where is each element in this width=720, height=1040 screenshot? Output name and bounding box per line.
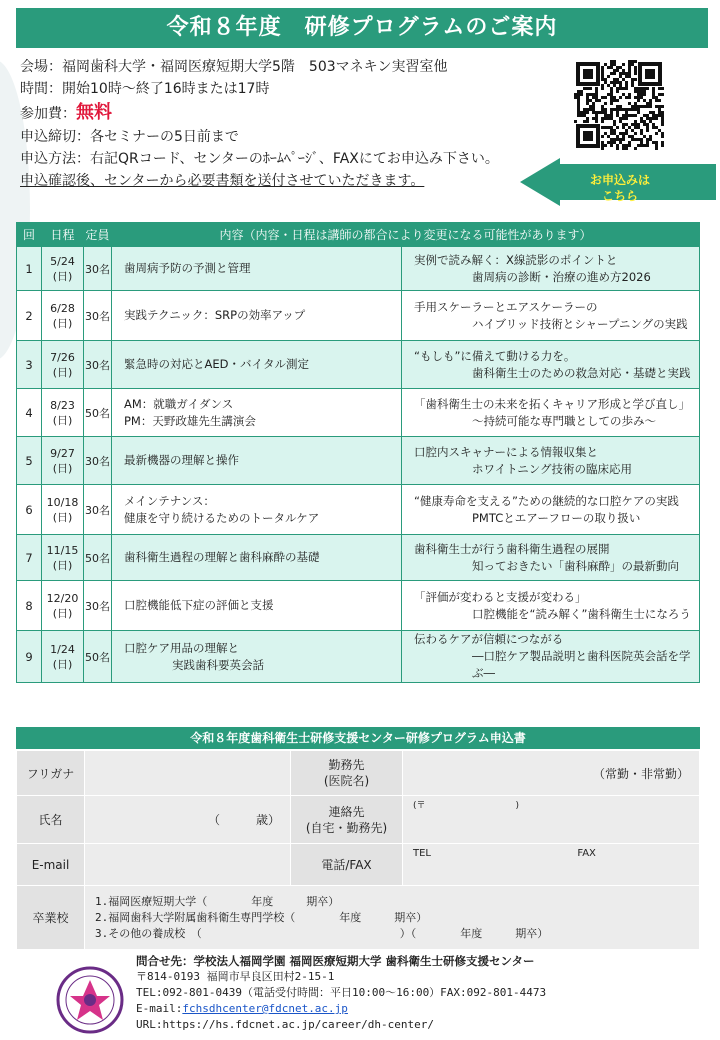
session-topic: 口腔ケア用品の理解と 実践歯科要英会話 xyxy=(112,631,402,683)
furigana-field[interactable] xyxy=(85,751,291,796)
session-capacity: 30名 xyxy=(84,247,112,291)
session-date: 9/27 (日) xyxy=(42,437,84,485)
session-topic: 歯周病予防の予測と管理 xyxy=(112,247,402,291)
event-info xyxy=(20,56,560,192)
session-capacity: 30名 xyxy=(84,437,112,485)
session-detail: 伝わるケアが信頼につながる ―口腔ケア製品説明と歯科医院英会話を学ぶ― xyxy=(402,631,700,683)
header-date: 日程 xyxy=(42,223,84,247)
session-detail: 実例で読み解く：X線読影のポイントと 歯周病の診断・治療の進め方2026 xyxy=(402,247,700,291)
header-capacity: 定員 xyxy=(84,223,112,247)
session-date: 1/24 (日) xyxy=(42,631,84,683)
session-date: 12/20 (日) xyxy=(42,581,84,631)
session-detail: 口腔内スキャナーによる情報収集と ホワイトニング技術の臨床応用 xyxy=(402,437,700,485)
header-content: 内容（内容・日程は講師の都合により変更になる可能性があります） xyxy=(112,223,700,247)
session-detail: 「評価が変わると支援が変わる」 口腔機能を“読み解く”歯科衛生士になろう xyxy=(402,581,700,631)
employment-note: （常勤・非常勤） xyxy=(592,766,689,781)
session-number: 9 xyxy=(17,631,42,683)
session-topic: 最新機器の理解と操作 xyxy=(112,437,402,485)
time-text: 時間：開始10時～終了16時または17時 xyxy=(20,81,270,97)
session-date: 5/24 (日) xyxy=(42,247,84,291)
age-note: （ 歳） xyxy=(207,813,280,827)
furigana-label: フリガナ xyxy=(17,751,85,796)
session-topic: 実践テクニック：SRPの効率アップ xyxy=(112,291,402,341)
schedule-row xyxy=(17,437,700,485)
session-date: 11/15 (日) xyxy=(42,535,84,581)
contact-label: 連絡先 (自宅・勤務先) xyxy=(291,796,403,844)
method-text: 申込方法：右記QRコード、センターのﾎｰﾑﾍﾟｰｼﾞ、FAXにてお申込み下さい。 xyxy=(20,151,499,167)
postal-mark: (〒 ) xyxy=(413,801,520,811)
schedule-row xyxy=(17,389,700,437)
session-number: 2 xyxy=(17,291,42,341)
fee-row xyxy=(20,100,560,126)
email-field[interactable] xyxy=(85,844,291,886)
deadline-text: 申込締切：各セミナーの5日前まで xyxy=(20,129,239,145)
session-topic: メインテナンス： 健康を守り続けるためのトータルケア xyxy=(112,485,402,535)
session-capacity: 30名 xyxy=(84,581,112,631)
apply-arrow-label[interactable]: お申込みは こちら xyxy=(589,173,650,203)
session-topic: 緊急時の対応とAED・バイタル測定 xyxy=(112,341,402,389)
schedule-row xyxy=(17,341,700,389)
contact-url[interactable]: URL:https://hs.fdcnet.ac.jp/career/dh-center/ xyxy=(136,1018,435,1031)
page-title: 令和８年度 研修プログラムのご案内 xyxy=(16,8,708,48)
session-topic: 口腔機能低下症の評価と支援 xyxy=(112,581,402,631)
schedule-row xyxy=(17,631,700,683)
qr-code[interactable] xyxy=(574,60,664,150)
fee-value: 無料 xyxy=(76,102,112,123)
session-capacity: 50名 xyxy=(84,389,112,437)
school-option-2: 2.福岡歯科大学附属歯科衛生専門学校（ 年度 期卒） xyxy=(95,910,428,924)
fax-mark: FAX xyxy=(577,848,596,859)
contact-email-row: E-mail:fchsdhcenter@fdcnet.ac.jp xyxy=(136,1002,348,1015)
contact-title: 問合せ先：学校法人福岡学園 福岡医療短期大学 歯科衛生士研修支援センター xyxy=(136,954,535,968)
school-option-3: 3.その他の養成校 （ ）（ 年度 期卒） xyxy=(95,926,549,940)
session-detail: “もしも”に備えて動ける力を。 歯科衛生士のための救急対応・基礎と実践 xyxy=(402,341,700,389)
schedule-row xyxy=(17,535,700,581)
school-field[interactable] xyxy=(85,886,700,950)
session-capacity: 50名 xyxy=(84,535,112,581)
session-date: 10/18 (日) xyxy=(42,485,84,535)
schedule-row xyxy=(17,581,700,631)
confirm-text: 申込確認後、センターから必要書類を送付させていただきます。 xyxy=(20,173,425,189)
session-detail: 手用スケーラーとエアスケーラーの ハイブリッド技術とシャープニングの実践 xyxy=(402,291,700,341)
session-topic: AM：就職ガイダンス PM：天野政雄先生講演会 xyxy=(112,389,402,437)
session-detail: “健康寿命を支える”ための継続的な口腔ケアの実践 PMTCとエアーフローの取り扱い xyxy=(402,485,700,535)
session-number: 1 xyxy=(17,247,42,291)
tel-mark: TEL xyxy=(413,848,431,859)
session-number: 6 xyxy=(17,485,42,535)
schedule-row xyxy=(17,247,700,291)
session-detail: 歯科衛生士が行う歯科衛生過程の展開 知っておきたい「歯科麻酔」の最新動向 xyxy=(402,535,700,581)
session-capacity: 30名 xyxy=(84,485,112,535)
session-date: 7/26 (日) xyxy=(42,341,84,389)
session-detail: 「歯科衛生士の未来を拓くキャリア形成と学び直し」 ～持続可能な専門職としての歩み～ xyxy=(402,389,700,437)
session-number: 7 xyxy=(17,535,42,581)
session-capacity: 50名 xyxy=(84,631,112,683)
school-label: 卒業校 xyxy=(17,886,85,950)
session-date: 6/28 (日) xyxy=(42,291,84,341)
form-title: 令和８年度歯科衛生士研修支援センター研修プログラム申込書 xyxy=(16,727,700,749)
name-label: 氏名 xyxy=(17,796,85,844)
session-capacity: 30名 xyxy=(84,341,112,389)
contact-email-link[interactable]: fchsdhcenter@fdcnet.ac.jp xyxy=(182,1002,348,1015)
phone-label: 電話/FAX xyxy=(291,844,403,886)
email-label: E-mail xyxy=(17,844,85,886)
contact-tel: TEL:092-801-0439（電話受付時間：平日10:00～16:00）FAX:092-801-4473 xyxy=(136,986,547,999)
contact-address: 〒814-0193 福岡市早良区田村2-15-1 xyxy=(136,970,335,983)
venue-text: 会場：福岡歯科大学・福岡医療短期大学5階 503マネキン実習室他 xyxy=(20,59,448,75)
schedule-row xyxy=(17,485,700,535)
session-capacity: 30名 xyxy=(84,291,112,341)
schedule-table xyxy=(16,222,700,683)
phone-field[interactable] xyxy=(403,844,700,886)
session-number: 5 xyxy=(17,437,42,485)
name-field[interactable] xyxy=(85,796,291,844)
session-date: 8/23 (日) xyxy=(42,389,84,437)
header-no: 回 xyxy=(17,223,42,247)
fee-label: 参加費： xyxy=(20,106,76,122)
session-number: 3 xyxy=(17,341,42,389)
workplace-label: 勤務先 (医院名) xyxy=(291,751,403,796)
schedule-row xyxy=(17,291,700,341)
school-option-1: 1.福岡医療短期大学（ 年度 期卒） xyxy=(95,894,340,908)
session-number: 8 xyxy=(17,581,42,631)
contact-field[interactable] xyxy=(403,796,700,844)
contact-footer xyxy=(70,953,710,1033)
session-number: 4 xyxy=(17,389,42,437)
workplace-field[interactable] xyxy=(403,751,700,796)
application-form xyxy=(16,750,700,950)
session-topic: 歯科衛生過程の理解と歯科麻酔の基礎 xyxy=(112,535,402,581)
